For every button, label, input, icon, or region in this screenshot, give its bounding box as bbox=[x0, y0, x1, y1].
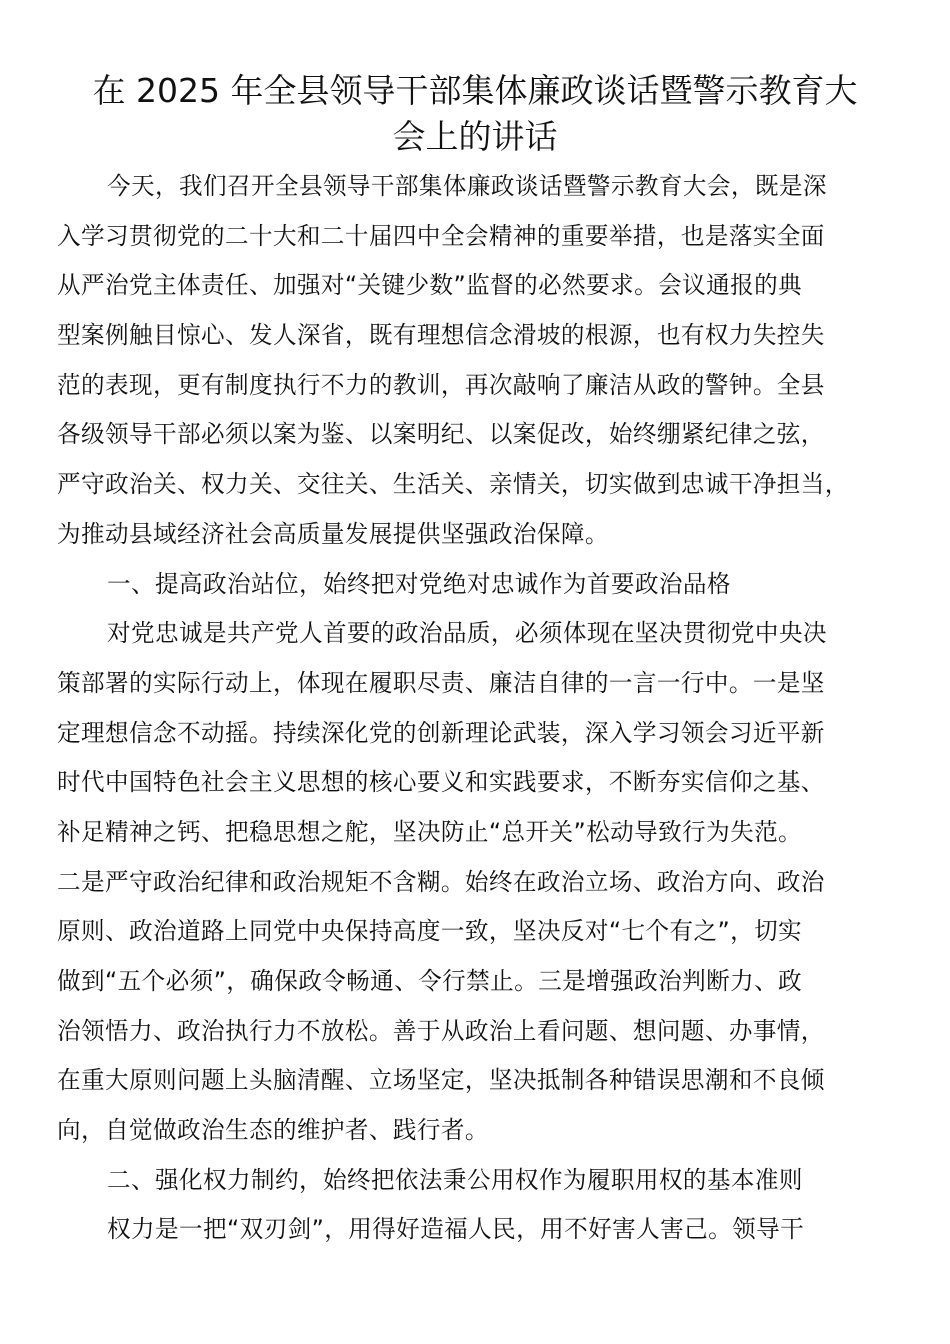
section-heading-1: 一、提高政治站位，始终把对党绝对忠诚作为首要政治品格 bbox=[107, 569, 731, 598]
paragraph-section-1-line: 二是严守政治纪律和政治规矩不含糊。始终在政治立场、政治方向、政治 bbox=[57, 867, 825, 896]
paragraph-intro-line: 从严治党主体责任、加强对“关键少数”监督的必然要求。会议通报的典 bbox=[57, 271, 803, 300]
paragraph-section-1-line: 原则、政治道路上同党中央保持高度一致，坚决反对“七个有之”，切实 bbox=[57, 917, 803, 946]
title-line: 在 2025 年全县领导干部集体廉政谈话暨警示教育大 bbox=[92, 71, 858, 110]
paragraph-intro-line: 入学习贯彻党的二十大和二十届四中全会精神的重要举措，也是落实全面 bbox=[57, 221, 825, 250]
paragraph-intro-line: 为推动县域经济社会高质量发展提供坚强政治保障。 bbox=[57, 519, 609, 548]
paragraph-section-1-line: 向，自觉做政治生态的维护者、践行者。 bbox=[57, 1116, 489, 1145]
paragraph-section-1-line: 治领悟力、政治执行力不放松。善于从政治上看问题、想问题、办事情， bbox=[57, 1016, 825, 1045]
paragraph-section-2-line: 权力是一把“双刃剑”，用得好造福人民，用不好害人害己。领导干 bbox=[107, 1215, 805, 1244]
paragraph-section-1-line: 定理想信念不动摇。持续深化党的创新理论武装，深入学习领会习近平新 bbox=[57, 718, 825, 747]
paragraph-section-1-line: 时代中国特色社会主义思想的核心要义和实践要求，不断夯实信仰之基、 bbox=[57, 768, 825, 797]
paragraph-section-1-line: 在重大原则问题上头脑清醒、立场坚定，坚决抵制各种错误思潮和不良倾 bbox=[57, 1066, 825, 1095]
paragraph-section-1-line: 做到“五个必须”，确保政令畅通、令行禁止。三是增强政治判断力、政 bbox=[57, 967, 803, 995]
paragraph-intro-line: 各级领导干部必须以案为鉴、以案明纪、以案促改，始终绷紧纪律之弦， bbox=[57, 420, 825, 449]
paragraph-intro-line: 今天，我们召开全县领导干部集体廉政谈话暨警示教育大会，既是深 bbox=[107, 172, 827, 200]
paragraph-intro-line: 型案例触目惊心、发人深省，既有理想信念滑坡的根源，也有权力失控失 bbox=[57, 321, 825, 350]
document-body bbox=[57, 162, 897, 1255]
paragraph-section-1-line: 补足精神之钙、把稳思想之舵，坚决防止“总开关”松动导致行为失范。 bbox=[57, 817, 803, 846]
title-line: 会上的讲话 bbox=[392, 117, 558, 156]
paragraph-section-1-line: 对党忠诚是共产党人首要的政治品质，必须体现在坚决贯彻党中央决 bbox=[107, 619, 827, 648]
section-heading-2: 二、强化权力制约，始终把依法秉公用权作为履职用权的基本准则 bbox=[107, 1165, 803, 1194]
paragraph-section-1-line: 策部署的实际行动上，体现在履职尽责、廉洁自律的一言一行中。一是坚 bbox=[57, 668, 825, 697]
paragraph-intro-line: 严守政治关、权力关、交往关、生活关、亲情关，切实做到忠诚干净担当， bbox=[57, 470, 849, 499]
paragraph-intro-line: 范的表现，更有制度执行不力的教训，再次敲响了廉洁从政的警钟。全县 bbox=[57, 370, 825, 399]
document-title bbox=[40, 68, 910, 160]
